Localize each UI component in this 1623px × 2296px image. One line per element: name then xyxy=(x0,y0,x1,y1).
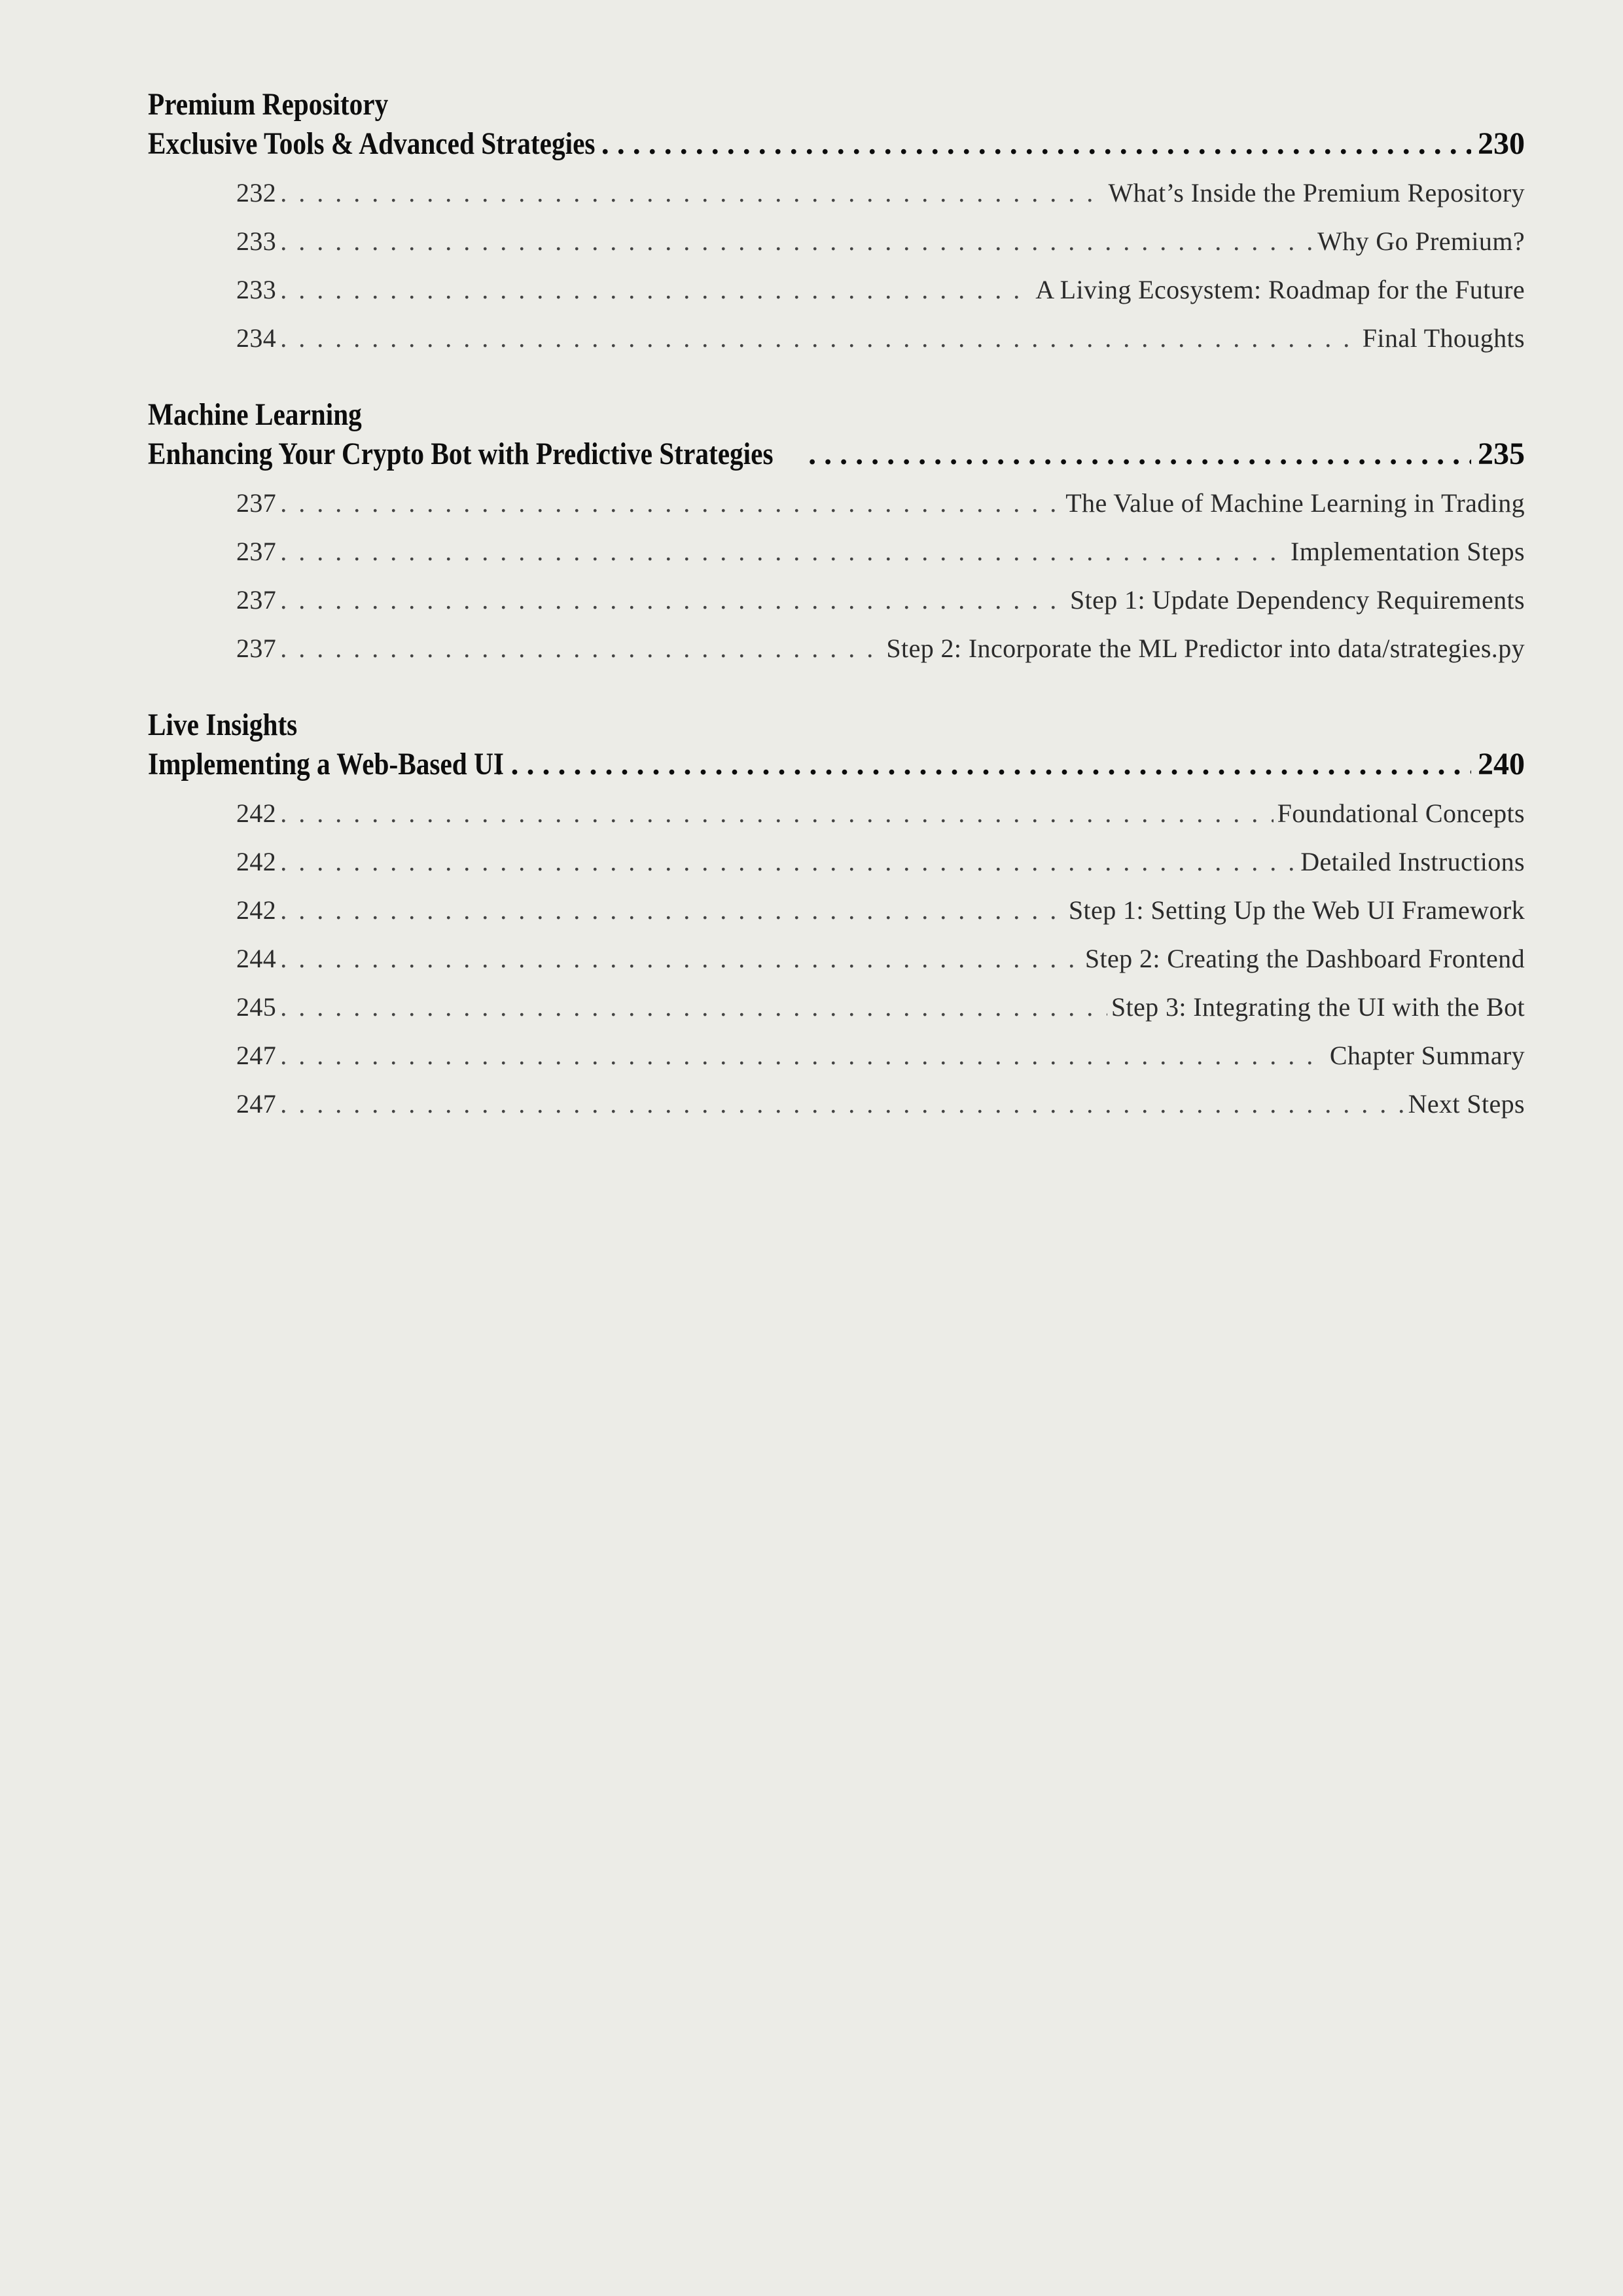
toc-entry[interactable] xyxy=(236,935,1525,983)
toc-entry[interactable] xyxy=(236,266,1525,314)
entry-page-number: 232 xyxy=(236,178,277,207)
entry-page-number: 242 xyxy=(236,847,277,876)
chapter-page-number[interactable]: 235 xyxy=(1478,437,1525,471)
toc-entry[interactable] xyxy=(236,528,1525,576)
toc-entry[interactable] xyxy=(236,624,1525,673)
chapter-heading-row[interactable] xyxy=(148,435,1525,474)
entry-page-number: 247 xyxy=(236,1041,277,1070)
entry-title: Detailed Instructions xyxy=(1300,847,1525,876)
toc-chapter xyxy=(148,85,1525,363)
entry-page-number: 237 xyxy=(236,537,277,566)
entry-page-number: 237 xyxy=(236,488,277,518)
chapter-heading-row[interactable] xyxy=(148,745,1525,784)
dot-leader xyxy=(280,217,1313,266)
entry-page-number: 244 xyxy=(236,944,277,973)
dot-leader xyxy=(280,935,1081,983)
entry-title: Step 3: Integrating the UI with the Bot xyxy=(1111,992,1525,1022)
dot-leader xyxy=(280,314,1359,363)
entry-title: Step 1: Update Dependency Requirements xyxy=(1069,585,1525,615)
toc-entry[interactable] xyxy=(236,983,1525,1031)
toc-entry[interactable] xyxy=(236,169,1525,217)
dot-leader xyxy=(601,124,1471,164)
entry-title: Step 2: Creating the Dashboard Frontend xyxy=(1084,944,1525,973)
dot-leader xyxy=(280,1080,1404,1128)
entry-title: What’s Inside the Premium Repository xyxy=(1108,178,1525,207)
entry-title: The Value of Machine Learning in Trading xyxy=(1065,488,1525,518)
chapter-heading-row[interactable] xyxy=(148,124,1525,164)
dot-leader xyxy=(808,435,1471,474)
entry-title: Next Steps xyxy=(1408,1089,1525,1119)
toc-entry[interactable] xyxy=(236,1031,1525,1080)
dot-leader xyxy=(280,266,1031,314)
entry-title: Step 1: Setting Up the Web UI Framework xyxy=(1068,895,1525,925)
entry-page-number: 233 xyxy=(236,275,277,304)
dot-leader xyxy=(280,886,1065,935)
chapter-title[interactable]: Exclusive Tools & Advanced Strategies xyxy=(148,126,596,161)
entry-page-number: 237 xyxy=(236,634,277,663)
entry-title: Foundational Concepts xyxy=(1277,798,1525,828)
dot-leader xyxy=(280,983,1107,1031)
toc-entry[interactable] xyxy=(236,217,1525,266)
chapter-page-number[interactable]: 240 xyxy=(1478,747,1525,781)
dot-leader xyxy=(280,528,1287,576)
toc-entry[interactable] xyxy=(236,789,1525,838)
dot-leader xyxy=(280,789,1273,838)
table-of-contents xyxy=(148,85,1525,1161)
entry-title: Chapter Summary xyxy=(1329,1041,1525,1070)
chapter-title[interactable]: Enhancing Your Crypto Bot with Predictive Strategies xyxy=(148,437,774,471)
entry-title: Implementation Steps xyxy=(1291,537,1525,566)
toc-entry[interactable] xyxy=(236,838,1525,886)
toc-entry[interactable] xyxy=(236,886,1525,935)
toc-entry[interactable] xyxy=(236,479,1525,528)
entry-page-number: 245 xyxy=(236,992,277,1022)
entry-title: Final Thoughts xyxy=(1362,323,1525,353)
chapter-label: Live Insights xyxy=(148,708,298,742)
toc-entry[interactable] xyxy=(236,576,1525,624)
entry-title: Step 2: Incorporate the ML Predictor into data/strategies.py xyxy=(886,634,1525,663)
entry-page-number: 247 xyxy=(236,1089,277,1119)
dot-leader xyxy=(280,838,1296,886)
entry-title: Why Go Premium? xyxy=(1317,226,1525,256)
entry-page-number: 237 xyxy=(236,585,277,615)
dot-leader xyxy=(280,576,1066,624)
toc-entry[interactable] xyxy=(236,314,1525,363)
chapter-entries xyxy=(148,479,1525,673)
chapter-page-number[interactable]: 230 xyxy=(1478,126,1525,161)
toc-chapter xyxy=(148,395,1525,673)
chapter-entries xyxy=(148,789,1525,1128)
entry-page-number: 242 xyxy=(236,895,277,925)
dot-leader xyxy=(495,745,1471,784)
toc-chapter xyxy=(148,706,1525,1128)
dot-leader xyxy=(280,169,1104,217)
entry-page-number: 242 xyxy=(236,798,277,828)
dot-leader xyxy=(280,1031,1326,1080)
entry-page-number: 234 xyxy=(236,323,277,353)
toc-entry[interactable] xyxy=(236,1080,1525,1128)
chapter-entries xyxy=(148,169,1525,363)
chapter-title[interactable]: Implementing a Web-Based UI xyxy=(148,747,504,781)
entry-page-number: 233 xyxy=(236,226,277,256)
chapter-label: Premium Repository xyxy=(148,87,389,122)
dot-leader xyxy=(280,624,882,673)
chapter-label: Machine Learning xyxy=(148,397,362,432)
entry-title: A Living Ecosystem: Roadmap for the Future xyxy=(1035,275,1525,304)
dot-leader xyxy=(280,479,1061,528)
